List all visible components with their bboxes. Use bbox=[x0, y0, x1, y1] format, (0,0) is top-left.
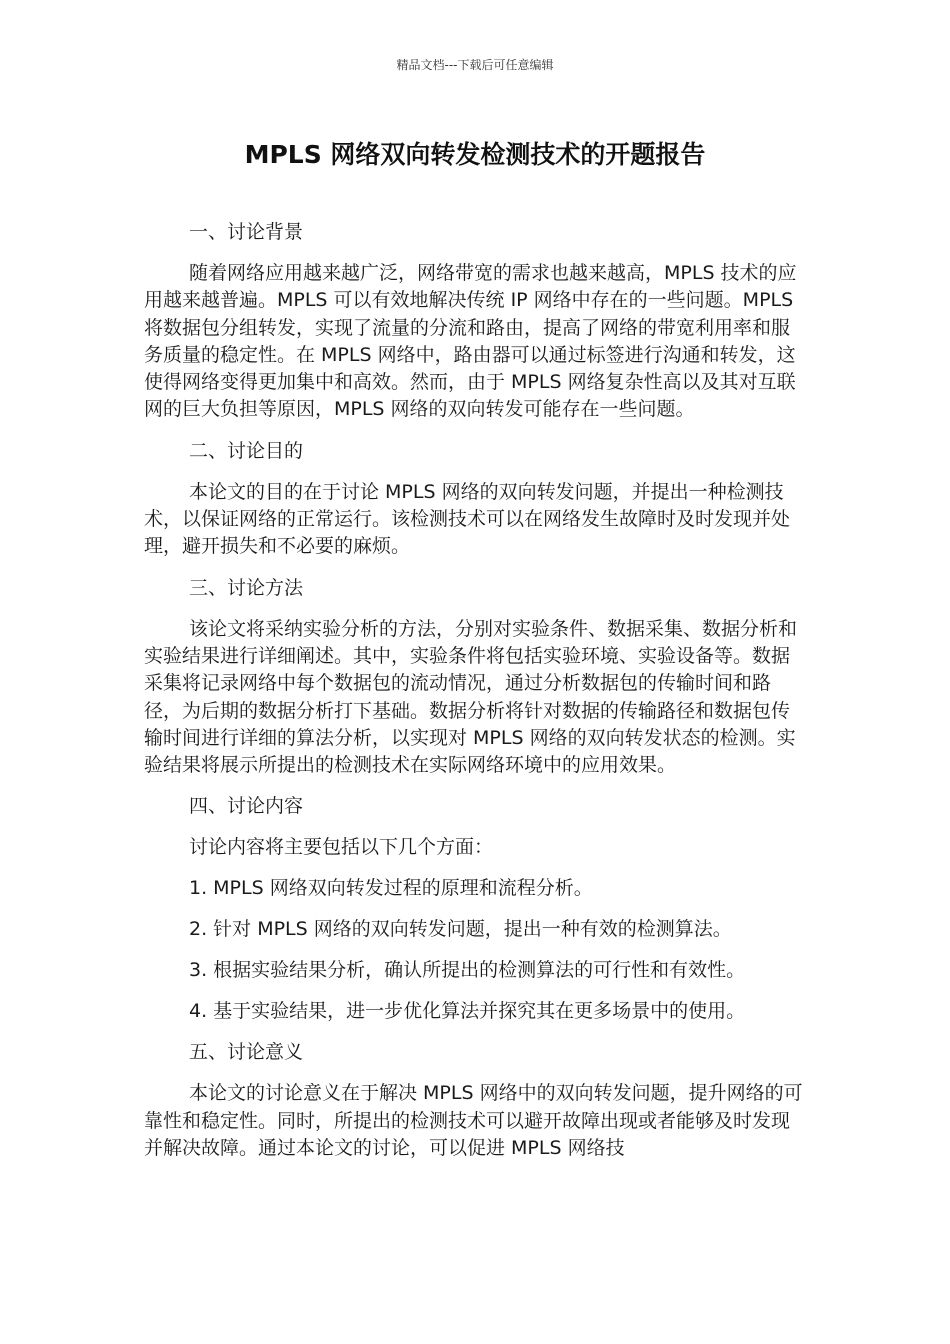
section-heading-content: 四、讨论内容 bbox=[189, 795, 304, 818]
section-paragraph-method: 该论文将采纳实验分析的方法，分别对实验条件、数据采集、数据分析和实验结果进行详细阐述。其中，实验条件将包括实验环境、实验设备等。数据采集将记录网络中每个数据包的流动情况，通过分析数据包的传输时间和路径，为后期的数据分析打下基础。数据分析将针对数据的传输路径和数据包传输时间进行详细的算法分析，以实现对 MPLS 网络的双向转发状态的检测。实验结果将展示所提出的检测技术在实际网络环境中的应用效果。 bbox=[144, 617, 798, 777]
section-paragraph-background: 随着网络应用越来越广泛，网络带宽的需求也越来越高，MPLS 技术的应用越来越普遍。MPLS 可以有效地解决传统 IP 网络中存在的一些问题。MPLS 将数据包分组转发，实现了流量的分流和路由，提高了网络的带宽利用率和服务质量的稳定性。在 MPLS 网络中，路由器可以通过标签进行沟通和转发，这使得网络变得更加集中和高效。然而，由于 MPLS 网络复杂性高以及其对互联网的巨大负担等原因，MPLS 网络的双向转发可能存在一些问题。 bbox=[144, 262, 797, 421]
section-heading-method: 三、讨论方法 bbox=[189, 576, 304, 599]
list-item: 3. 根据实验结果分析，确认所提出的检测算法的可行性和有效性。 bbox=[189, 959, 746, 982]
list-item: 1. MPLS 网络双向转发过程的原理和流程分析。 bbox=[189, 877, 593, 900]
section-intro-content: 讨论内容将主要包括以下几个方面： bbox=[189, 836, 494, 859]
section-heading-background: 一、讨论背景 bbox=[189, 221, 304, 243]
document-title: MPLS 网络双向转发检测技术的开题报告 bbox=[244, 140, 706, 169]
section-paragraph-purpose: 本论文的目的在于讨论 MPLS 网络的双向转发问题，并提出一种检测技术，以保证网络的正常运行。该检测技术可以在网络发生故障时及时发现并处理，避开损失和不必要的麻烦。 bbox=[144, 480, 791, 558]
section-paragraph-significance: 本论文的讨论意义在于解决 MPLS 网络中的双向转发问题，提升网络的可靠性和稳定性。同时，所提出的检测技术可以避开故障出现或者能够及时发现并解决故障。通过本论文的讨论，可以促进 MPLS 网络技 bbox=[144, 1082, 803, 1160]
page-header: 精品文档---下载后可任意编辑 bbox=[396, 58, 554, 72]
section-heading-significance: 五、讨论意义 bbox=[189, 1041, 304, 1064]
section-heading-purpose: 二、讨论目的 bbox=[189, 439, 304, 462]
list-item: 2. 针对 MPLS 网络的双向转发问题，提出一种有效的检测算法。 bbox=[189, 918, 732, 941]
document-body bbox=[144, 219, 806, 1162]
list-item: 4. 基于实验结果，进一步优化算法并探究其在更多场景中的使用。 bbox=[189, 1000, 746, 1023]
